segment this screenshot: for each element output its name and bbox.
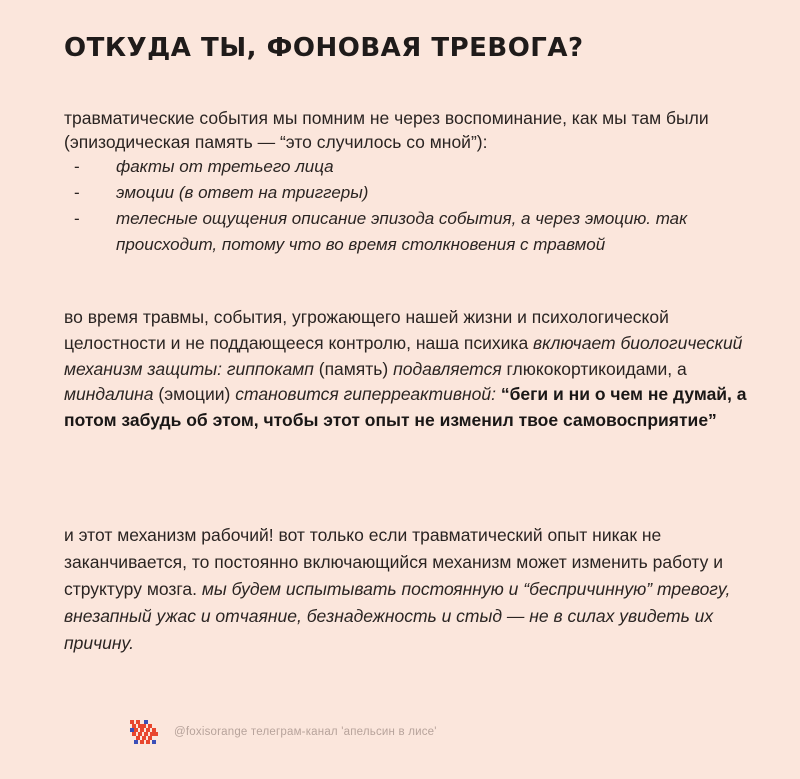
logo-pixel [130,720,134,724]
logo-pixel [136,720,140,724]
logo-pixel [136,736,140,740]
list-item-text: эмоции (в ответ на триггеры) [116,183,369,202]
logo-pixel [132,732,136,736]
logo-pixel [146,740,150,744]
intro-paragraph: травматические события мы помним не через воспоминание, как мы там были (эпизодическая память — “это случилось со мной”): [64,108,709,152]
trauma-text-h: становится гиперреактивной: [235,384,496,405]
trauma-text-f: миндалина [64,384,154,405]
trauma-text-d: подавляется [393,358,502,379]
logo-pixel [144,720,148,724]
mechanism-text-b: мы будем испытывать постоянную и “беспричинную” тревогу, внезапный ужас и отчаяние, безнадежность и стыд — не в силах увидеть их причину. [64,579,731,653]
logo-pixel [142,724,146,728]
list-item-text: телесные ощущения описание эпизода события, а через эмоцию. так происходит, потому что во время столкновения с травмой [116,209,688,254]
logo-pixel [134,728,138,732]
footer-credit: @foxisorange телеграм-канал 'апельсин в лисе' [174,726,437,738]
trauma-quote: “беги и ни о чем не думай, а потом забудь об этом, чтобы этот опыт не изменил твое самовосприятие” [64,384,747,431]
list-dash: - [74,209,80,228]
trauma-text-b: включает биологический механизм защиты: гиппокамп [64,332,743,379]
trauma-text-c: (память) [313,358,394,379]
memory-list [64,154,744,258]
logo-pixel [138,732,142,736]
logo-pixel [144,732,148,736]
list-dash: - [74,183,80,202]
logo-pixel [152,728,156,732]
logo-pixel [140,740,144,744]
list-item [64,154,744,180]
list-dash: - [74,157,80,176]
trauma-text-a: во время травмы, события, угрожающего нашей жизни и психологической целостности и не поддающееся контролю, наша психика [64,307,669,353]
logo-pixel [152,740,156,744]
logo-pixel [150,732,154,736]
logo-pixel [148,736,152,740]
logo-pixel [138,724,142,728]
list-item [64,206,744,258]
list-item [64,180,744,206]
logo-pixel [140,728,144,732]
trauma-text-e: глюкокортикоидами, а [501,358,687,379]
logo-pixel [130,728,134,732]
footer [128,716,628,748]
mechanism-text-a: и этот механизм рабочий! вот только если травматический опыт никак не заканчивается, то постоянно включающийся механизм может изменить работу и структуру мозга. [64,525,724,599]
logo-pixel [146,728,150,732]
fox-logo-icon [128,718,160,746]
logo-pixel [132,724,136,728]
trauma-text-g: (эмоции) [153,384,236,405]
mechanism-paragraph [64,522,754,657]
logo-pixel [148,724,152,728]
trauma-paragraph [64,305,754,434]
logo-pixel [154,732,158,736]
logo-pixel [142,736,146,740]
logo-pixel [134,740,138,744]
list-item-text: факты от третьего лица [116,157,334,176]
page-title: ОТКУДА ТЫ, ФОНОВАЯ ТРЕВОГА? [64,33,584,63]
